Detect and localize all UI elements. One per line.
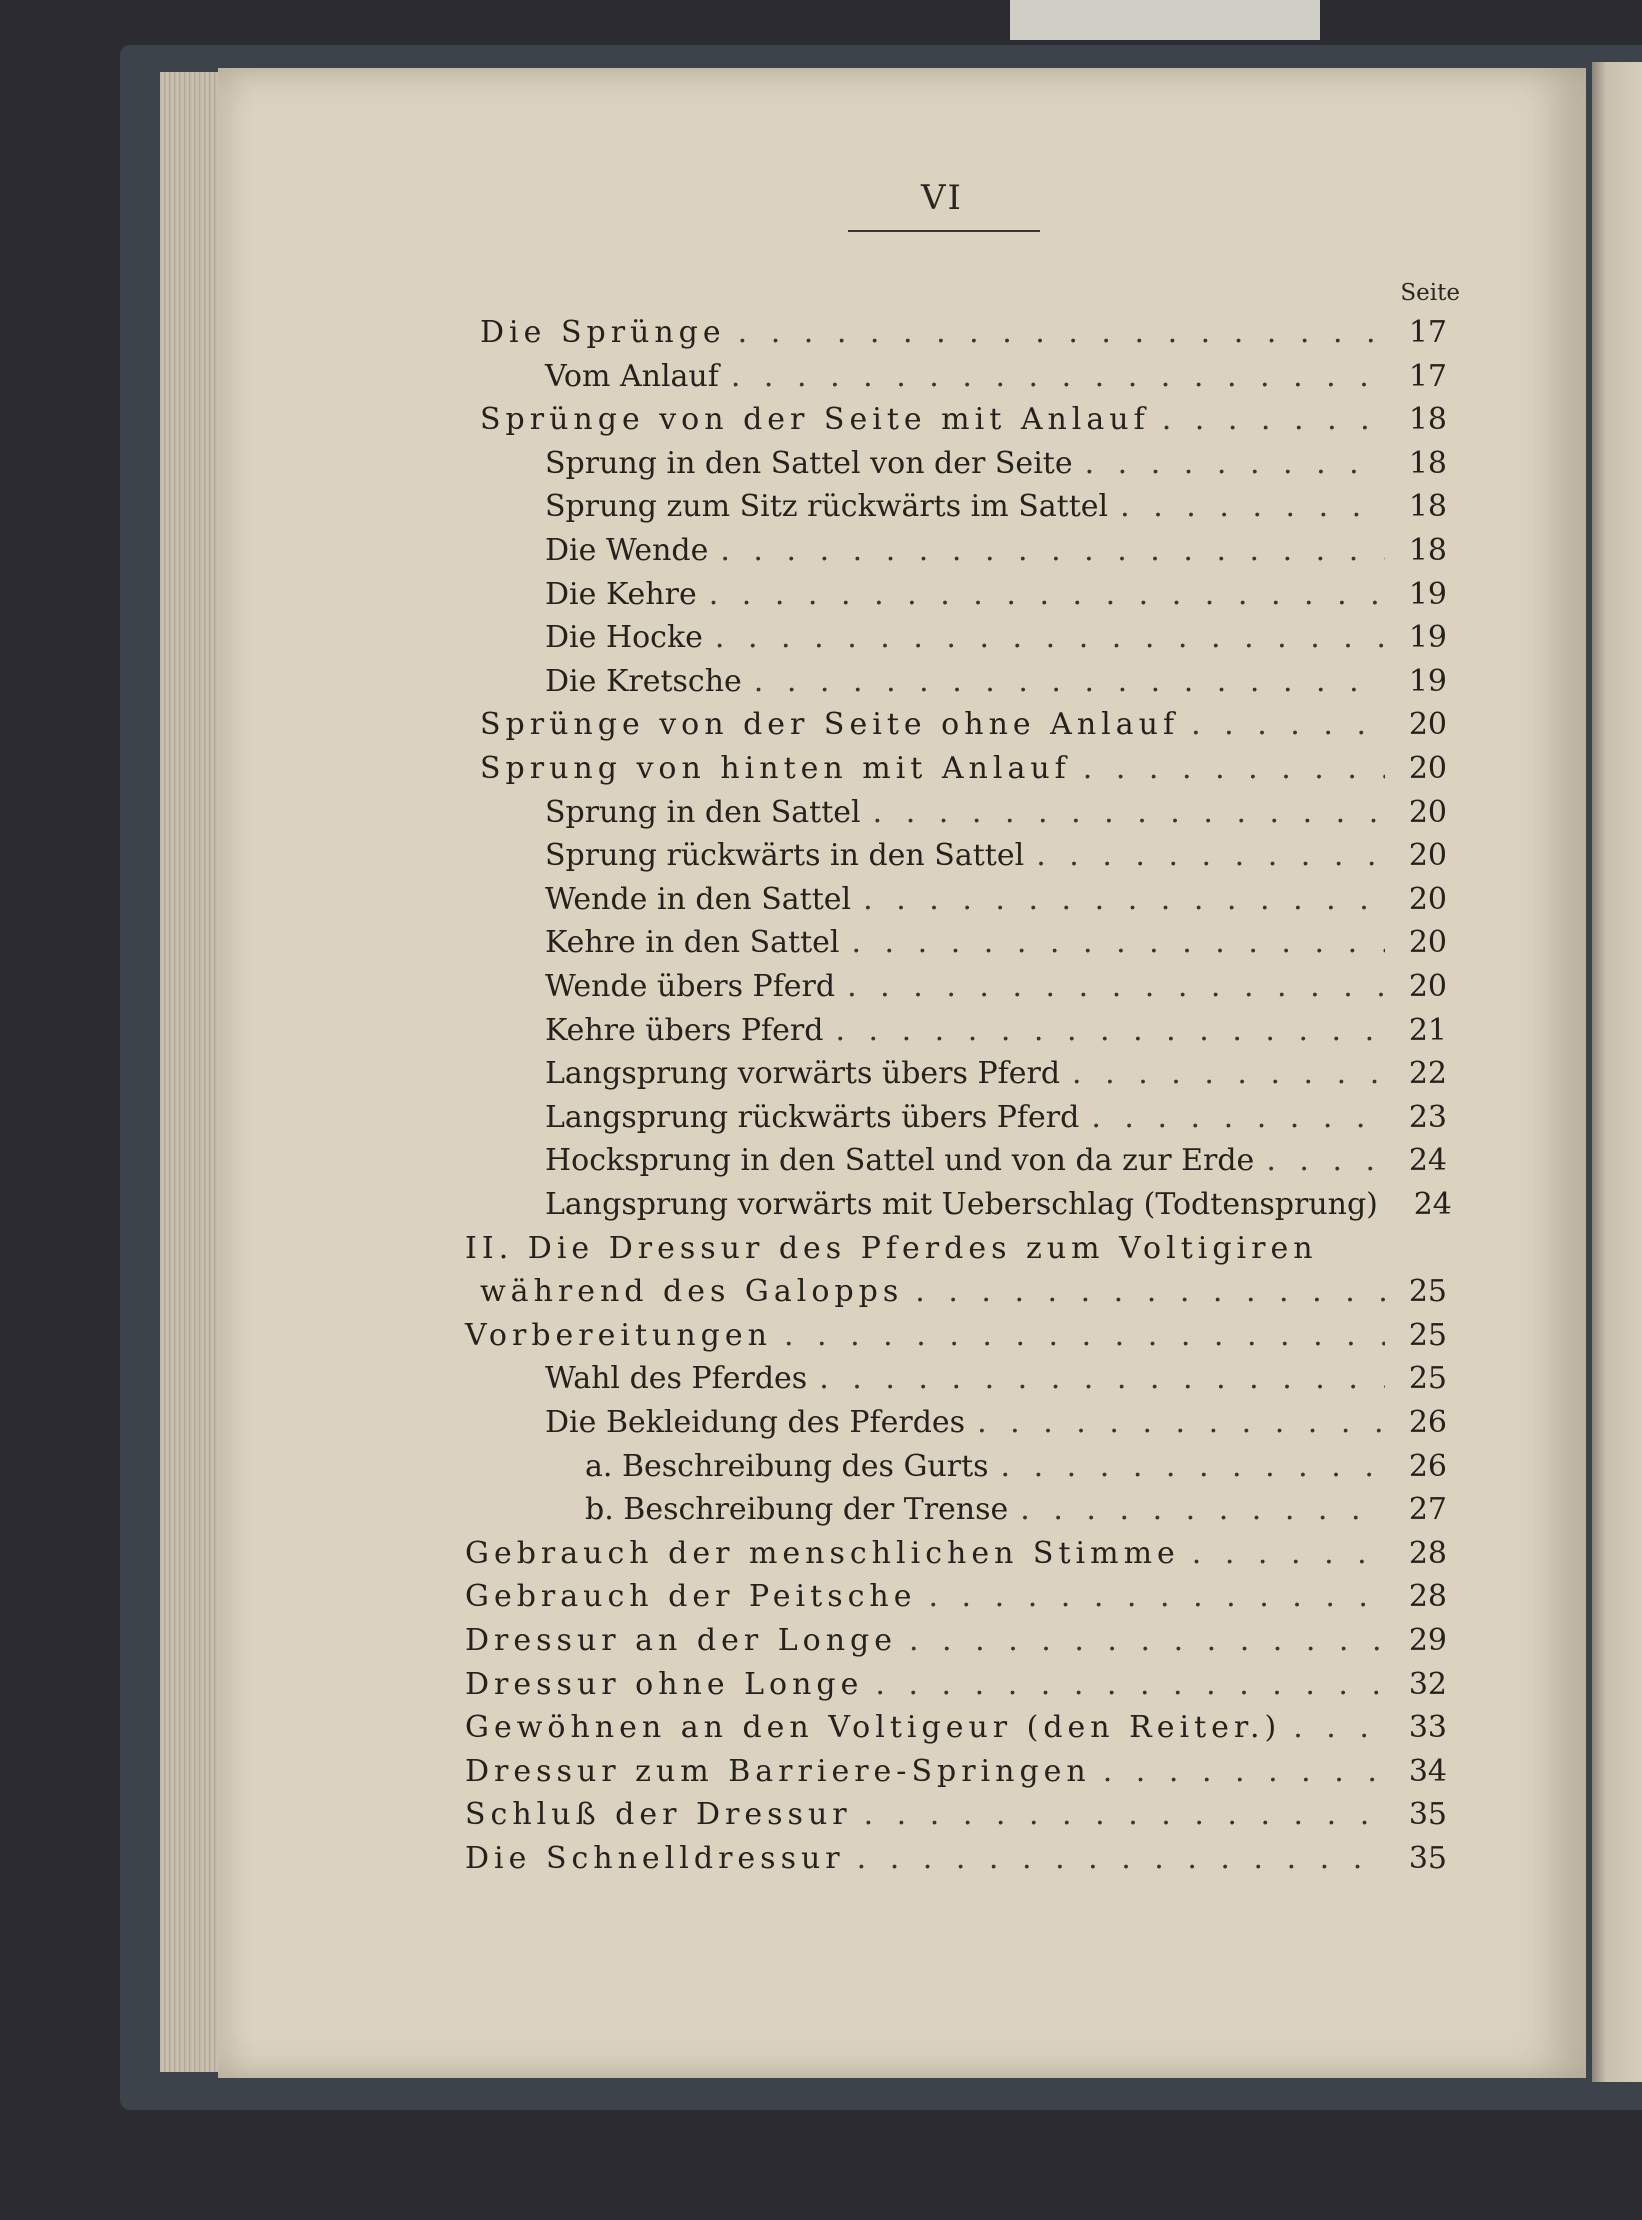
toc-dot-leader [731,355,1385,399]
toc-entry [545,791,1447,835]
toc-dot-leader [864,1793,1385,1837]
toc-dot-leader [709,573,1385,617]
toc-entry [545,355,1447,399]
toc-entry-title: Gebrauch der Peitsche [465,1579,917,1615]
toc-dot-leader [1001,1445,1385,1489]
toc-dot-leader [784,1314,1385,1358]
toc-entry [545,878,1447,922]
toc-entry-page: 24 [1413,1187,1452,1222]
toc-entry-title: Kehre übers Pferd [545,1012,824,1048]
toc-entry-page: 19 [1408,663,1447,699]
toc-entry-page: 21 [1408,1012,1447,1048]
toc-entry-page: 20 [1408,707,1447,743]
toc-entry-page: 18 [1408,533,1447,568]
toc-entry-page: 23 [1408,1099,1447,1135]
toc-entry-page: 28 [1408,1579,1447,1615]
toc-entry [545,1096,1447,1140]
toc-entry-page: 17 [1408,358,1447,394]
toc-dot-leader [1120,485,1385,529]
toc-entry [545,660,1447,704]
toc-entry [465,1532,1447,1576]
toc-entry [545,1401,1447,1445]
toc-entry [545,616,1447,660]
toc-entry-page: 25 [1408,1361,1447,1397]
toc-entry-title: Vorbereitungen [465,1317,772,1353]
toc-entry-title: Sprünge von der Seite mit Anlauf [480,402,1150,438]
toc-entry-page: 33 [1408,1710,1447,1746]
toc-dot-leader [857,1837,1385,1881]
toc-entry-title: Die Hocke [545,620,703,656]
toc-entry [545,485,1447,529]
toc-entry-title: Sprung in den Sattel von der Seite [545,445,1073,481]
toc-entry-title: Sprünge von der Seite ohne Anlauf [480,707,1180,743]
toc-entry-title: Vom Anlauf [545,358,719,394]
toc-dot-leader [847,965,1385,1009]
toc-dot-leader [819,1357,1385,1401]
toc-entry [465,1837,1447,1881]
toc-dot-leader [863,878,1385,922]
toc-entry [480,703,1447,747]
page-number-header: VI [921,178,963,218]
toc-dot-leader [1091,1096,1385,1140]
toc-entry-title: Langsprung vorwärts übers Pferd [545,1056,1061,1092]
toc-dot-leader [1192,1532,1385,1576]
toc-dot-leader [977,1401,1385,1445]
toc-dot-leader [851,921,1385,965]
toc-dot-leader [738,311,1385,355]
toc-entry-title: während des Galopps [480,1274,904,1310]
toc-dot-leader [1036,834,1385,878]
toc-entry [480,747,1447,791]
toc-entry-page: 26 [1408,1405,1447,1440]
toc-entry [480,1270,1447,1314]
toc-dot-leader [928,1575,1385,1619]
page-column-label: Seite [1400,280,1460,306]
toc-dot-leader [909,1619,1385,1663]
toc-entry-title: Gewöhnen an den Voltigeur (den Reiter.) [465,1710,1282,1746]
toc-entry [465,1706,1447,1750]
toc-entry-page: 18 [1408,445,1447,481]
header-rule [848,230,1040,232]
toc-entry [545,442,1447,486]
toc-entry-title: Dressur ohne Longe [465,1666,864,1702]
toc-entry-page: 20 [1408,881,1447,917]
toc-entry-page: 18 [1408,489,1447,525]
toc-entry [545,1139,1447,1183]
toc-dot-leader [875,1663,1385,1707]
toc-dot-leader [915,1270,1385,1314]
toc-entry-page: 20 [1408,925,1447,961]
toc-entry-page: 26 [1408,1448,1447,1484]
toc-entry-title: Sprung von hinten mit Anlauf [480,751,1071,786]
toc-entry [480,311,1447,355]
toc-entry-title: Gebrauch der menschlichen Stimme [465,1535,1180,1571]
toc-entry-page: 19 [1408,620,1447,656]
toc-entry-title: Die Sprünge [480,315,726,350]
toc-dot-leader [1293,1706,1385,1750]
toc-entry [545,965,1447,1009]
toc-entry-page: 22 [1408,1056,1447,1092]
toc-dot-leader [1103,1750,1385,1794]
toc-entry-title: Hocksprung in den Sattel und von da zur Erde [545,1143,1255,1179]
toc-entry-page: 34 [1408,1753,1447,1789]
toc-entry [465,1575,1447,1619]
toc-entry-title: Kehre in den Sattel [545,925,840,961]
toc-entry-page: 24 [1408,1143,1447,1179]
toc-entry [465,1619,1447,1663]
toc-entry [545,1009,1447,1053]
toc-dot-leader [1020,1488,1385,1532]
toc-entry [585,1445,1447,1489]
toc-entry-title: Dressur an der Longe [465,1623,897,1658]
toc-entry [465,1750,1447,1794]
toc-entry-title: Die Wende [545,533,709,568]
toc-entry-title: b. Beschreibung der Trense [585,1492,1009,1528]
facing-page-edge [1592,62,1642,2082]
toc-dot-leader [720,529,1385,573]
toc-entry-page: 20 [1408,794,1447,830]
toc-entry-title: Schluß der Dressur [465,1797,852,1833]
toc-entry-title: Dressur zum Barriere-Springen [465,1753,1091,1789]
toc-entry-title: Wende in den Sattel [545,881,852,917]
toc-entry-title: Die Kehre [545,576,697,612]
toc-entry [545,1052,1447,1096]
toc-dot-leader [835,1009,1385,1053]
toc-entry [545,1357,1447,1401]
toc-entry-page: 25 [1408,1317,1447,1353]
toc-entry-page: 35 [1408,1841,1447,1876]
toc-dot-leader [1085,442,1385,486]
toc-entry-page: 17 [1408,315,1447,350]
toc-entry [545,921,1447,965]
toc-entry-page: 32 [1408,1666,1447,1702]
toc-entry-page: 20 [1408,969,1447,1004]
page-marker-strip [1010,0,1320,40]
toc-entry-page: 35 [1408,1797,1447,1833]
toc-entry-page: 20 [1408,838,1447,874]
toc-entry [545,1183,1452,1227]
toc-entry-page: 20 [1408,751,1447,786]
toc-entry [465,1793,1447,1837]
toc-dot-leader [754,660,1385,704]
toc-entry-title: Sprung in den Sattel [545,794,861,830]
toc-entry-title: Die Schnelldressur [465,1841,845,1876]
toc-entry [480,398,1447,442]
toc-entry-title: Langsprung vorwärts mit Ueberschlag (Todtensprung) [545,1187,1378,1222]
toc-dot-leader [1162,398,1385,442]
toc-entry-page: 27 [1408,1492,1447,1528]
toc-entry [465,1227,1447,1271]
toc-entry [465,1663,1447,1707]
toc-entry-title: II. Die Dressur des Pferdes zum Voltigiren [465,1230,1318,1266]
toc-entry-page: 29 [1408,1623,1447,1658]
toc-entry-page: 18 [1408,402,1447,438]
toc-dot-leader [1191,703,1385,747]
toc-entry-page: 28 [1408,1535,1447,1571]
toc-dot-leader [1083,747,1385,791]
toc-entry-title: Sprung rückwärts in den Sattel [545,838,1025,874]
toc-dot-leader [1072,1052,1385,1096]
toc-entry-title: Wahl des Pferdes [545,1361,808,1397]
toc-entry-title: Wende übers Pferd [545,969,836,1004]
toc-entry-page: 19 [1408,576,1447,612]
toc-entry [545,529,1447,573]
toc-entry-title: Langsprung rückwärts übers Pferd [545,1099,1080,1135]
toc-dot-leader [1266,1139,1385,1183]
toc-entry [465,1314,1447,1358]
toc-entry-page: 25 [1408,1274,1447,1310]
toc-entry [545,834,1447,878]
toc-entry [545,573,1447,617]
toc-entry-title: Die Bekleidung des Pferdes [545,1405,966,1440]
toc-entry-title: Die Kretsche [545,663,742,699]
toc-entry-title: a. Beschreibung des Gurts [585,1448,989,1484]
toc-entry [585,1488,1447,1532]
toc-dot-leader [715,616,1385,660]
toc-dot-leader [873,791,1385,835]
toc-entry-title: Sprung zum Sitz rückwärts im Sattel [545,489,1109,525]
